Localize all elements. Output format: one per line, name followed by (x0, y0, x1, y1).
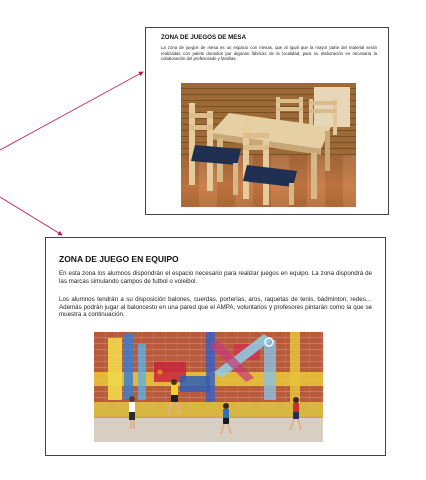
card-title: ZONA DE JUEGO EN EQUIPO (59, 254, 179, 264)
card-paragraph-2: Los alumnos tendrán a su disposición balones, cuerdas, porterías, aros, raquetas de tenis, bádminton, redes… Además podrán jugar al baloncesto en una pared que el AMPA, voluntarios y profesores pintarán como la que se muestra a continuación. (59, 296, 372, 319)
arrow-to-mesa (0, 72, 143, 150)
arrow-to-equipo (0, 197, 62, 235)
card-title: ZONA DE JUEGOS DE MESA (161, 34, 247, 41)
card-paragraph-1: En esta zona los alumnos dispondrán el espacio necesario para realizar juegos en equipo. La zona dispondrá de las marcas simulando campos de futbol o voleibol. (59, 270, 372, 285)
basketball-wall-photo (94, 332, 323, 442)
card-body-text: La zona de juegos de mesa es un espacio con mesas, que al igual que la mayor parte del material serán realizadas con palets donados por algunas fábricas de la localidad, para su elaboración es necesaria la colaboración del profesorado y familias. (161, 45, 377, 62)
table-chairs-photo (181, 83, 356, 207)
card-juego-en-equipo (45, 237, 386, 456)
card-juegos-de-mesa (145, 27, 389, 215)
